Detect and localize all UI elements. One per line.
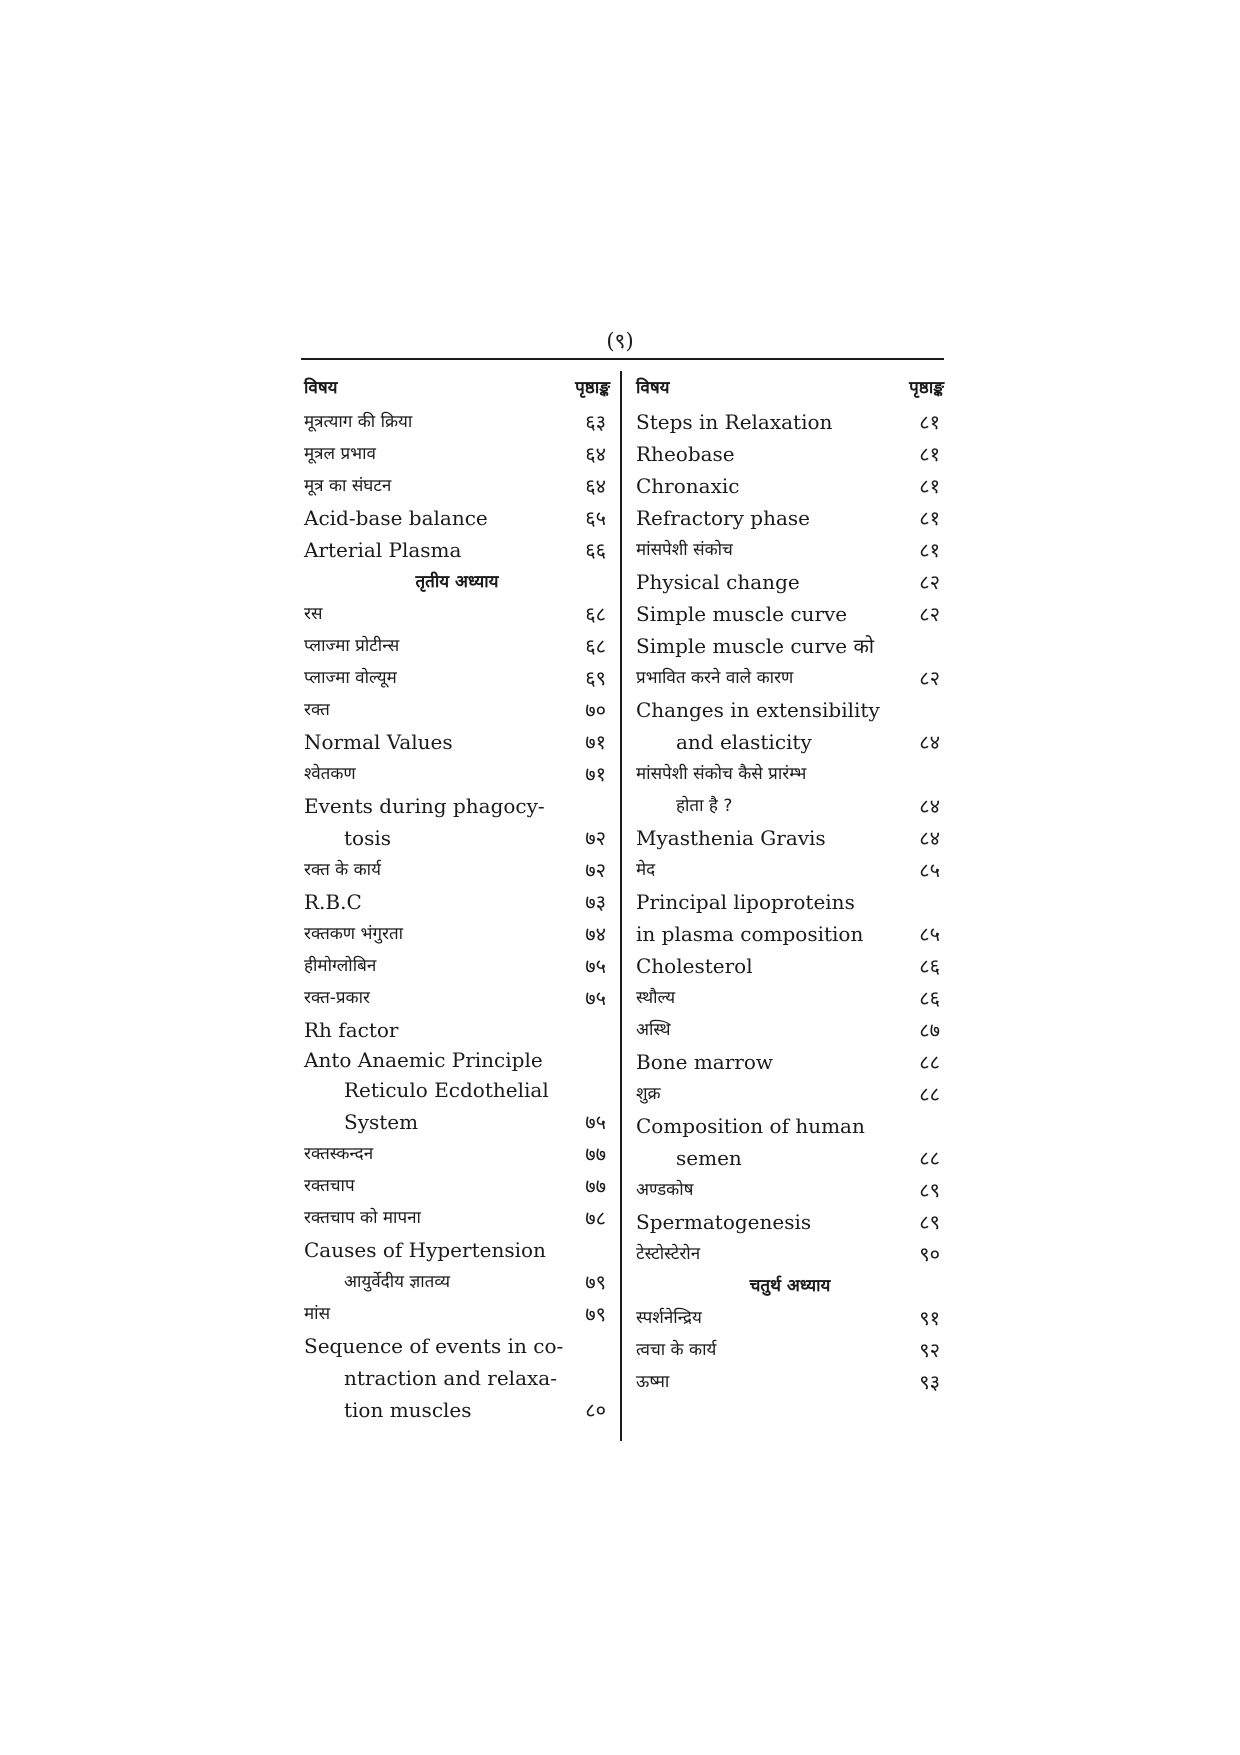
index-entry: [636, 1238, 944, 1270]
entry-title: रक्त-प्रकार: [304, 988, 370, 1008]
index-entry: [304, 1362, 610, 1394]
index-entry: [636, 630, 944, 662]
entry-page-number: ८२: [919, 570, 940, 594]
entry-page-number: ७७: [585, 1174, 606, 1198]
index-entry: [304, 982, 610, 1014]
index-entry: [304, 758, 610, 790]
entry-page-number: ७५: [585, 1110, 606, 1134]
entry-title: मांस: [304, 1304, 331, 1324]
index-entry: [636, 406, 944, 438]
entry-title: Anto Anaemic Principle: [304, 1048, 543, 1072]
entry-page-number: ८१: [919, 538, 940, 562]
entry-title: मांसपेशी संकोच: [636, 540, 733, 560]
index-entry: [636, 694, 944, 726]
entry-page-number: ६९: [585, 666, 606, 690]
index-column-left: [304, 370, 610, 1426]
entry-title: and elasticity: [676, 730, 812, 754]
entry-page-number: ७१: [585, 730, 606, 754]
entry-title: Physical change: [636, 570, 800, 594]
entry-title: Composition of human: [636, 1114, 865, 1138]
entry-page-number: ६८: [585, 602, 606, 626]
page-number: (९): [606, 329, 634, 353]
entry-page-number: ८६: [919, 986, 940, 1010]
entry-title: प्लाज्मा प्रोटीन्स: [304, 636, 400, 656]
index-entry: [636, 822, 944, 854]
entry-page-number: ८६: [919, 954, 940, 978]
entry-title: मेद: [636, 860, 656, 880]
entry-title: अण्डकोष: [636, 1180, 694, 1200]
entry-page-number: ८४: [919, 794, 940, 818]
entry-page-number: ७१: [585, 762, 606, 786]
index-entry: [636, 854, 944, 886]
entry-page-number: ७२: [585, 826, 606, 850]
index-entry: [636, 758, 944, 790]
entry-page-number: ७९: [585, 1302, 606, 1326]
index-entry: [636, 1142, 944, 1174]
entry-page-number: ८१: [919, 506, 940, 530]
index-entry: [304, 1170, 610, 1202]
entry-title: Arterial Plasma: [304, 538, 462, 562]
entry-title: रक्तस्कन्दन: [304, 1144, 374, 1164]
entry-page-number: ६८: [585, 634, 606, 658]
entry-page-number: ८९: [919, 1178, 940, 1202]
entry-title: System: [344, 1110, 419, 1134]
index-entry: [636, 1334, 944, 1366]
entry-title: मूत्र का संघटन: [304, 476, 392, 496]
entry-title: प्रभावित करने वाले कारण: [636, 668, 794, 688]
entry-page-number: ८४: [919, 730, 940, 754]
index-entry: [304, 822, 610, 854]
entry-page-number: ८५: [919, 858, 940, 882]
entry-title: Steps in Relaxation: [636, 410, 833, 434]
index-entry: [304, 1014, 610, 1046]
column-divider: [620, 371, 622, 1441]
entry-title: Events during phagocy-: [304, 794, 545, 818]
entry-page-number: ८१: [919, 410, 940, 434]
entry-title: Principal lipoproteins: [636, 890, 855, 914]
index-entry: [304, 790, 610, 822]
index-column-right: [636, 370, 944, 1398]
entry-title: Spermatogenesis: [636, 1210, 812, 1234]
entry-title: Bone marrow: [636, 1050, 773, 1074]
index-entry: [304, 1106, 610, 1138]
index-entry: [304, 406, 610, 438]
entry-title: in plasma composition: [636, 922, 864, 946]
entry-page-number: ८७: [919, 1018, 940, 1042]
entry-page-number: ६६: [585, 538, 606, 562]
index-entry: [636, 438, 944, 470]
page-header: पृष्ठाङ्क: [909, 378, 944, 398]
entry-title: Rh factor: [304, 1018, 399, 1042]
index-entry: [304, 1046, 610, 1074]
entry-page-number: ८८: [919, 1050, 940, 1074]
entry-page-number: ९२: [919, 1338, 940, 1362]
index-entry: [636, 470, 944, 502]
entry-title: Refractory phase: [636, 506, 810, 530]
index-entry: [304, 662, 610, 694]
index-entry: [636, 662, 944, 694]
entry-page-number: ८८: [919, 1082, 940, 1106]
entry-page-number: ७०: [585, 698, 606, 722]
entry-title: रक्त: [304, 700, 330, 720]
index-entry: [304, 1266, 610, 1298]
entry-title: R.B.C: [304, 890, 362, 914]
entry-title: त्वचा के कार्य: [636, 1340, 717, 1360]
index-entry: [304, 918, 610, 950]
entry-title: रक्तचाप: [304, 1176, 355, 1196]
entry-title: अस्थि: [636, 1020, 671, 1040]
entry-title: Reticulo Ecdothelial: [344, 1078, 549, 1102]
entry-title: Normal Values: [304, 730, 453, 754]
index-entry: [636, 918, 944, 950]
index-entry: [304, 950, 610, 982]
entry-title: Acid-base balance: [304, 506, 488, 530]
entry-title: प्लाज्मा वोल्यूम: [304, 668, 397, 688]
entry-page-number: ८९: [919, 1210, 940, 1234]
entry-title: रक्त के कार्य: [304, 860, 381, 880]
entry-page-number: ७२: [585, 858, 606, 882]
index-entry: [636, 502, 944, 534]
index-entry: [304, 726, 610, 758]
entry-title: tosis: [344, 826, 392, 850]
entry-title: रक्तचाप को मापना: [304, 1208, 421, 1228]
index-entry: [304, 854, 610, 886]
entry-title: होता है ?: [676, 796, 733, 816]
entry-title: Causes of Hypertension: [304, 1238, 546, 1262]
index-entry: [304, 1202, 610, 1234]
entry-page-number: ८२: [919, 666, 940, 690]
entry-title: आयुर्वेदीय ज्ञातव्य: [344, 1272, 451, 1292]
entry-title: Simple muscle curve: [636, 602, 848, 626]
entry-page-number: ७४: [585, 922, 606, 946]
index-entry: [304, 534, 610, 566]
entry-title: रस: [304, 604, 323, 624]
index-entry: [636, 1206, 944, 1238]
entry-page-number: ८५: [919, 922, 940, 946]
index-entry: [636, 1078, 944, 1110]
index-entry: [304, 1394, 610, 1426]
subject-header: विषय: [304, 378, 338, 398]
entry-page-number: ७५: [585, 954, 606, 978]
index-entry: [636, 534, 944, 566]
entry-title: श्वेतकण: [304, 764, 356, 784]
index-entry: [636, 566, 944, 598]
entry-title: tion muscles: [344, 1398, 472, 1422]
chapter-heading-text: चतुर्थ अध्याय: [749, 1276, 831, 1296]
index-entry: [304, 438, 610, 470]
entry-page-number: ८०: [585, 1398, 606, 1422]
entry-title: Simple muscle curve को: [636, 634, 875, 658]
entry-page-number: ६४: [585, 474, 606, 498]
index-entry: [304, 1074, 610, 1106]
entry-title: Changes in extensibility: [636, 698, 880, 722]
top-rule: [301, 358, 944, 360]
index-entry: [304, 598, 610, 630]
entry-title: मूत्रल प्रभाव: [304, 444, 376, 464]
index-entry: [636, 1014, 944, 1046]
index-entry: [636, 1174, 944, 1206]
index-entry: [304, 886, 610, 918]
entry-title: ntraction and relaxa-: [344, 1366, 557, 1390]
index-entry: [636, 790, 944, 822]
column-header: [304, 370, 610, 406]
subject-header: विषय: [636, 378, 670, 398]
index-entry: [636, 1302, 944, 1334]
entry-page-number: ८१: [919, 442, 940, 466]
entry-page-number: ७९: [585, 1270, 606, 1294]
entry-title: टेस्टोस्टेरोन: [636, 1244, 701, 1264]
entry-title: ऊष्मा: [636, 1372, 670, 1392]
entry-page-number: ६५: [585, 506, 606, 530]
index-entry: [304, 1234, 610, 1266]
chapter-heading: [636, 1270, 944, 1302]
chapter-heading: [304, 566, 610, 598]
entry-title: रक्तकण भंगुरता: [304, 924, 404, 944]
entry-page-number: ७७: [585, 1142, 606, 1166]
column-header: [636, 370, 944, 406]
entry-page-number: ७८: [585, 1206, 606, 1230]
index-entry: [304, 694, 610, 726]
index-entry: [636, 1110, 944, 1142]
index-entry: [304, 1330, 610, 1362]
entry-title: हीमोग्लोबिन: [304, 956, 377, 976]
entry-title: Myasthenia Gravis: [636, 826, 826, 850]
entry-page-number: ६३: [585, 410, 606, 434]
entry-page-number: ८८: [919, 1146, 940, 1170]
index-entry: [636, 1046, 944, 1078]
entry-title: Chronaxic: [636, 474, 740, 498]
entry-title: स्पर्शनेन्द्रिय: [636, 1308, 702, 1328]
index-entry: [636, 950, 944, 982]
entry-page-number: ८१: [919, 474, 940, 498]
index-entry: [304, 1298, 610, 1330]
chapter-heading-text: तृतीय अध्याय: [415, 572, 499, 592]
index-entry: [636, 886, 944, 918]
index-entry: [304, 630, 610, 662]
entry-title: Rheobase: [636, 442, 735, 466]
index-entry: [636, 982, 944, 1014]
index-entry: [304, 502, 610, 534]
entry-page-number: ७३: [585, 890, 606, 914]
index-entry: [636, 726, 944, 758]
entry-page-number: ८२: [919, 602, 940, 626]
entry-page-number: ६४: [585, 442, 606, 466]
entry-page-number: ९१: [919, 1306, 940, 1330]
entry-title: मूत्रत्याग की क्रिया: [304, 412, 413, 432]
entry-title: स्थौल्य: [636, 988, 676, 1008]
page-header: पृष्ठाङ्क: [575, 378, 610, 398]
index-entry: [304, 470, 610, 502]
entry-page-number: ८४: [919, 826, 940, 850]
entry-title: मांसपेशी संकोच कैसे प्रारंम्भ: [636, 764, 807, 784]
entry-title: Sequence of events in co-: [304, 1334, 564, 1358]
entry-page-number: ७५: [585, 986, 606, 1010]
index-entry: [304, 1138, 610, 1170]
entry-title: Cholesterol: [636, 954, 753, 978]
entry-page-number: ९०: [919, 1242, 940, 1266]
entry-page-number: ९३: [919, 1370, 940, 1394]
index-entry: [636, 1366, 944, 1398]
entry-title: शुक्र: [636, 1084, 661, 1104]
index-entry: [636, 598, 944, 630]
entry-title: semen: [676, 1146, 742, 1170]
